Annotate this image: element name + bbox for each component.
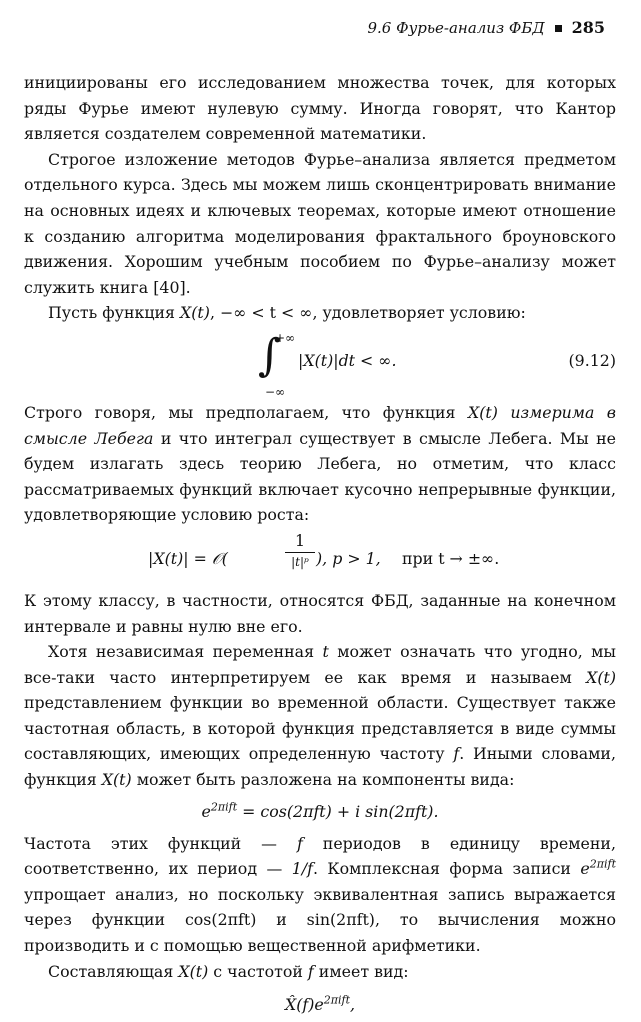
page-body (24, 70, 616, 1022)
fraction: 1 |t|ᵖ (285, 530, 315, 571)
integral-sign-icon: ∫ (258, 329, 281, 381)
paragraph-6: Хотя независимая переменная t может означать что угодно, мы все-таки часто интерпретируем ее как время и называем X(t) представлением функции во временной области. Существует также частотная область, в которой функция представляется в виде суммы составляющих, имеющих определенную частоту f. Иными словами, функция X(t) может быть разложена на компоненты вида: (24, 642, 616, 790)
paragraph-8: Составляющая X(t) с частотой f имеет вид: (48, 961, 409, 981)
paragraph-3: Пусть функция X(t), −∞ < t < ∞, удовлетворяет условию: (48, 303, 526, 323)
equation-condition: при t → ±∞. (402, 548, 500, 568)
page-number: 285 (571, 18, 605, 37)
section-title: 9.6 Фурье-анализ ФБД (367, 19, 545, 37)
paragraph-2: Строгое изложение методов Фурье–анализа является предметом отдельного курса. Здесь мы можем лишь сконцентрировать внимание на основных идеях и ключевых теоремах, которые имеют отношение к созданию алгоритма моделирования фрактального броуновского движения. Хорошим учебным пособием по Фурье–анализу может служить книга [40]. (24, 149, 616, 297)
equation-fhat: $X̂(f)e^{2\pi ift}$, (284, 993, 356, 1015)
running-header (36, 18, 605, 37)
separator-square-icon (555, 25, 562, 32)
equation-euler: $e^{2\pi ift} = \cos(2\pi ft) + i$ sin(2πft). (201, 800, 439, 821)
paragraph-4: Строго говоря, мы предполагаем, что функция X(t) измерима в смысле Лебега и что интеграл существует в смысле Лебега. Мы не будем излагать здесь теорию Лебега, но отметим, что класс рассматриваемых функций включает кусочно непрерывные функции, удовлетворяющие условию роста: (24, 402, 616, 525)
integral-upper-limit: +∞ (275, 330, 296, 345)
integral-lower-limit: −∞ (265, 384, 286, 399)
paragraph-7: Частота этих функций — f периодов в единицу времени, соответственно, их период — 1/f. Комплексная форма записи $e^{2\pi ift}$ упрощает анализ, но поскольку эквивалентная запись выражается через функции cos(2πft) и sin(2πft), то вычисления можно производить и с помощью вещественной арифметики. (24, 833, 616, 956)
integral-expression: |X(t)|dt < ∞. (298, 350, 397, 370)
equation-number: (9.12) (568, 350, 616, 370)
emphasis: измерима в смысле Лебега (24, 402, 616, 448)
paragraph-1: инициированы его исследованием множества точек, для которых ряды Фурье имеют нулевую сумму. Иногда говорят, что Кантор является создателем современной математики. (24, 73, 616, 144)
equation-growth: |X(t)| = 𝒪( 1 |t|ᵖ ), p > 1, при t → ±∞. (24, 528, 616, 588)
paragraph-5: К этому классу, в частности, относятся ФБД, заданные на конечном интервале и равны нулю вне его. (24, 590, 616, 636)
math-inline: X(t) (180, 303, 210, 323)
equation-9-12 (24, 326, 616, 400)
